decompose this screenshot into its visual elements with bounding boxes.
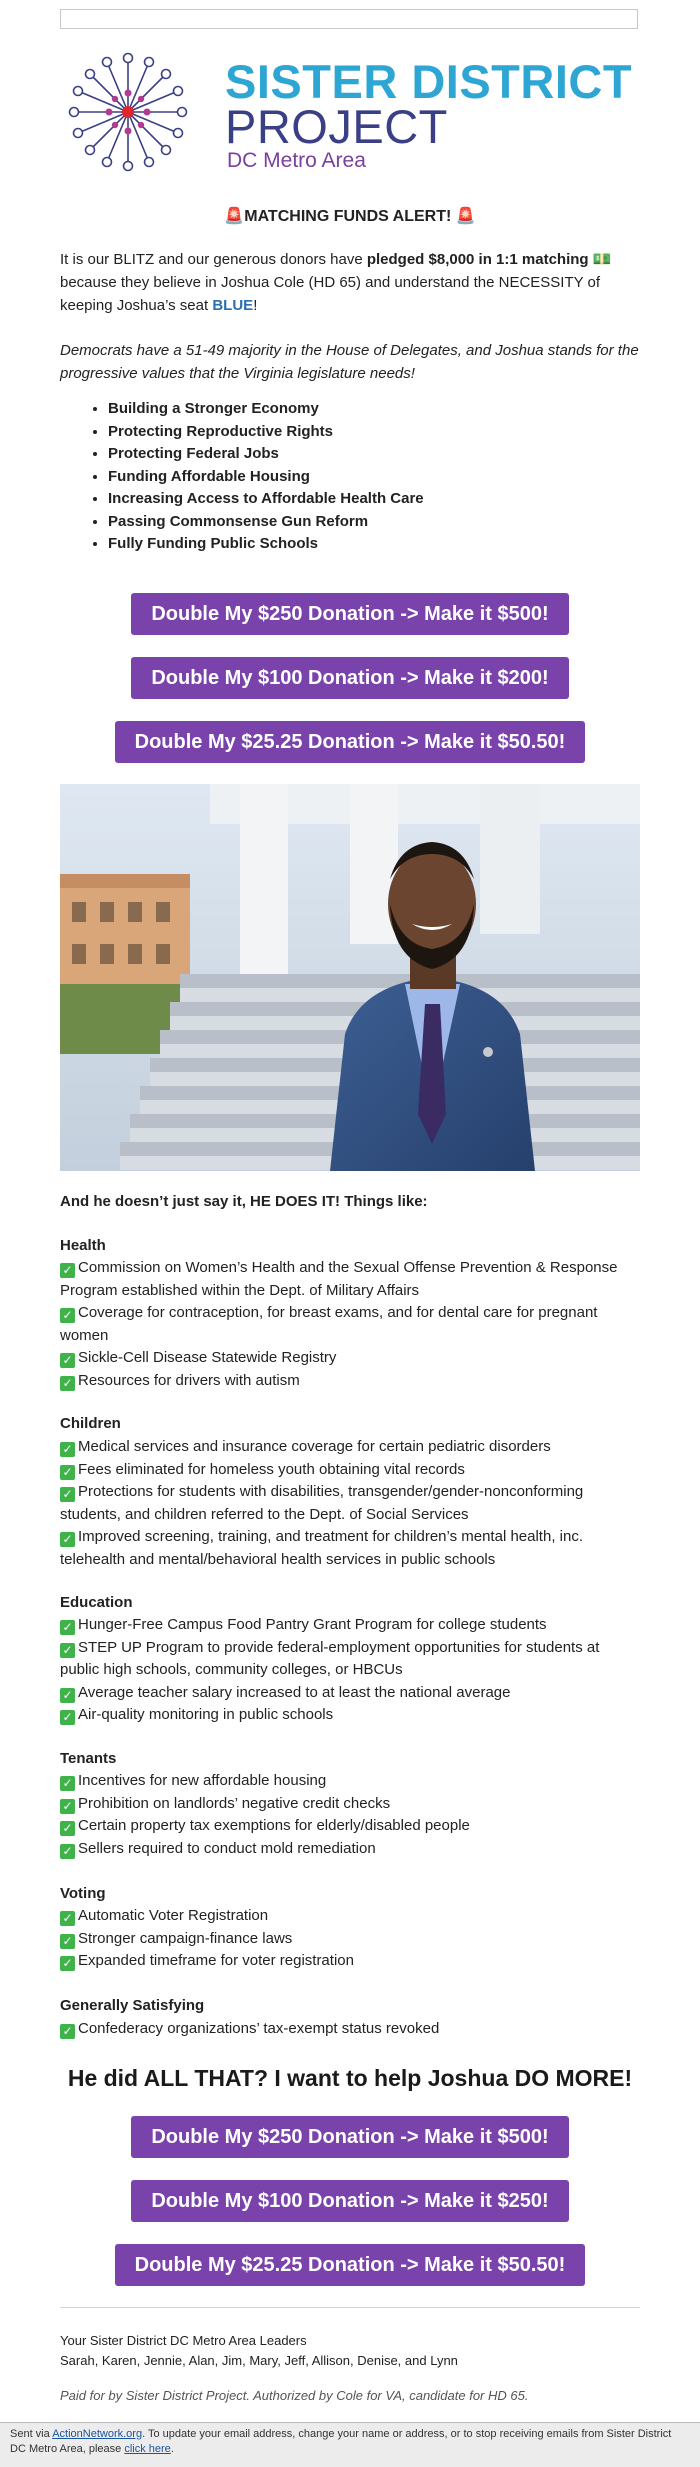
list-item [60, 1302, 640, 1347]
list-item-text: Commission on Women’s Health and the Sexual Offense Prevention & Response Program established within the Dept. of Military Affairs [60, 1259, 618, 1299]
checkmark-icon: ✓ [60, 1442, 75, 1457]
actionnetwork-link[interactable]: ActionNetwork.org [52, 2428, 143, 2440]
list-item-text: Protections for students with disabilities, transgender/gender-nonconforming students, and children referred to the Dept. of Social Services [60, 1483, 584, 1523]
issue-item: • Fully Funding Public Schools [108, 533, 668, 556]
list-item [60, 1459, 640, 1482]
list-item-text: Automatic Voter Registration [78, 1907, 269, 1924]
list-item-text: Sellers required to conduct mold remediation [78, 1839, 376, 1857]
paid-for-disclaimer: Paid for by Sister District Project. Authorized by Cole for VA, candidate for HD 65. [60, 2388, 529, 2403]
list-item-text: Medical services and insurance coverage for certain pediatric disorders [78, 1438, 551, 1455]
logo-line-2: PROJECT [225, 100, 448, 153]
children-list [60, 1436, 640, 1571]
checkmark-icon: ✓ [60, 1956, 75, 1971]
checkmark-icon: ✓ [60, 1620, 75, 1635]
list-item-text: Hunger-Free Campus Food Pantry Grant Program for college students [78, 1616, 547, 1633]
checkmark-icon: ✓ [60, 1776, 75, 1791]
donate-100-button[interactable]: Double My $100 Donation -> Make it $200! [131, 657, 568, 699]
list-item [60, 1436, 640, 1459]
checkmark-icon: ✓ [60, 1643, 75, 1658]
list-item-text: Air-quality monitoring in public schools [78, 1706, 334, 1723]
footer-prefix: Sent via [10, 2428, 53, 2440]
donate-100-button-bottom[interactable]: Double My $100 Donation -> Make it $250! [131, 2180, 568, 2222]
checkmark-icon: ✓ [60, 1353, 75, 1368]
voting-list [60, 1905, 640, 1973]
checkmark-icon: ✓ [60, 2024, 75, 2039]
children-heading: Children [60, 1415, 121, 1432]
logo-starburst-icon [60, 48, 210, 176]
list-item [60, 1637, 640, 1682]
checkmark-icon: ✓ [60, 1308, 75, 1323]
donate-250-button[interactable]: Double My $250 Donation -> Make it $500! [131, 593, 568, 635]
list-item [60, 1770, 640, 1793]
education-list [60, 1614, 640, 1727]
list-item [60, 1347, 640, 1370]
list-item-text: Fees eliminated for homeless youth obtaining vital records [78, 1460, 465, 1478]
checkmark-icon: ✓ [60, 1376, 75, 1391]
checkmark-icon: ✓ [60, 1487, 75, 1502]
sister-district-logo [60, 48, 640, 176]
list-item [60, 1928, 640, 1951]
issue-item: • Protecting Federal Jobs [108, 443, 668, 466]
issue-item: • Building a Stronger Economy [108, 398, 668, 421]
list-item [60, 1257, 640, 1302]
donate-250-button-bottom[interactable]: Double My $250 Donation -> Make it $500! [131, 2116, 568, 2158]
donate-2525-button-bottom[interactable]: Double My $25.25 Donation -> Make it $50.50! [115, 2244, 586, 2286]
checkmark-icon: ✓ [60, 1911, 75, 1926]
issue-item: • Passing Commonsense Gun Reform [108, 511, 668, 534]
checkmark-icon: ✓ [60, 1799, 75, 1814]
list-item [60, 1905, 640, 1928]
donate-2525-button[interactable]: Double My $25.25 Donation -> Make it $50.50! [115, 721, 586, 763]
list-item [60, 2018, 640, 2041]
list-item [60, 1815, 640, 1838]
list-item [60, 1682, 640, 1705]
cta-heading: He did ALL THAT? I want to help Joshua DO MORE! [67, 2065, 633, 2091]
checkmark-icon: ✓ [60, 1821, 75, 1836]
general-list [60, 2018, 640, 2041]
list-item [60, 1526, 640, 1571]
issue-item: • Increasing Access to Affordable Health Care [108, 488, 668, 511]
intro-text-c: ! [253, 297, 258, 314]
list-item-text: Expanded timeframe for voter registration [78, 1952, 354, 1969]
list-item [60, 1614, 640, 1637]
tenants-list [60, 1770, 640, 1860]
logo-line-3: DC Metro Area [227, 149, 366, 172]
list-item [60, 1704, 640, 1727]
footer-text [10, 2427, 690, 2457]
matching-funds-alert: 🚨MATCHING FUNDS ALERT! 🚨 [224, 208, 476, 225]
intro-paragraph [60, 248, 640, 317]
majority-paragraph: Democrats have a 51-49 majority in the House of Delegates, and Joshua stands for the progressive values that the Virginia legislature needs! [60, 342, 639, 382]
checkmark-icon: ✓ [60, 1532, 75, 1547]
checkmark-icon: ✓ [60, 1710, 75, 1725]
general-heading: Generally Satisfying [60, 1997, 205, 2014]
list-item-text: Sickle-Cell Disease Statewide Registry [78, 1349, 337, 1366]
footer-middle: . To update your email address, change your name or address, or to stop receiving emails from Sister District DC Metro Area, please [10, 2428, 672, 2455]
list-item [60, 1370, 640, 1393]
checkmark-icon: ✓ [60, 1934, 75, 1949]
logo-line-1: SISTER DISTRICT [225, 55, 633, 108]
checkmark-icon: ✓ [60, 1263, 75, 1278]
issue-item: • Protecting Reproductive Rights [108, 421, 668, 444]
list-item [60, 1950, 640, 1973]
list-item [60, 1481, 640, 1526]
list-item-text: Average teacher salary increased to at least the national average [78, 1683, 511, 1701]
list-item-text: Certain property tax exemptions for elderly/disabled people [78, 1817, 470, 1834]
signature-line-2: Sarah, Karen, Jennie, Alan, Jim, Mary, Jeff, Allison, Denise, and Lynn [60, 2353, 458, 2368]
signature-line-1: Your Sister District DC Metro Area Leaders [60, 2333, 307, 2348]
checkmark-icon: ✓ [60, 1844, 75, 1859]
candidate-photo [60, 784, 640, 1171]
checkmark-icon: ✓ [60, 1688, 75, 1703]
intro-text-a: It is our BLITZ and our generous donors have [60, 251, 367, 268]
unsubscribe-link[interactable]: click here [124, 2443, 171, 2455]
health-heading: Health [60, 1237, 106, 1254]
list-item-text: Coverage for contraception, for breast exams, and for dental care for pregnant women [60, 1304, 598, 1344]
does-it-heading: And he doesn’t just say it, HE DOES IT! Things like: [60, 1193, 428, 1210]
tenants-heading: Tenants [60, 1750, 117, 1767]
list-item-text: STEP UP Program to provide federal-employment opportunities for students at public high schools, community colleges, or HBCUs [60, 1638, 600, 1678]
list-item-text: Prohibition on landlords’ negative credit checks [78, 1794, 391, 1812]
list-item-text: Improved screening, training, and treatment for children’s mental health, inc. telehealth and mental/behavioral health services in public schools [60, 1528, 583, 1568]
intro-pledge: pledged $8,000 in 1:1 matching [366, 251, 589, 268]
candidate-photo-illustration [60, 784, 640, 1171]
education-heading: Education [60, 1594, 133, 1611]
checkmark-icon: ✓ [60, 1465, 75, 1480]
list-item [60, 1838, 640, 1861]
intro-text-b: 💵 because they believe in Joshua Cole (HD 65) and understand the NECESSITY of keeping Joshua’s seat [60, 251, 612, 314]
issues-list [60, 398, 668, 556]
issue-item: • Funding Affordable Housing [108, 466, 668, 489]
header-image-placeholder [60, 9, 638, 29]
list-item-text: Stronger campaign-finance laws [78, 1929, 293, 1947]
divider [60, 2307, 640, 2308]
list-item-text: Incentives for new affordable housing [78, 1772, 327, 1789]
list-item-text: Confederacy organizations’ tax-exempt status revoked [78, 2020, 440, 2037]
footer-suffix: . [170, 2443, 174, 2455]
list-item [60, 1793, 640, 1816]
intro-blue: BLUE [212, 297, 254, 314]
health-list [60, 1257, 640, 1392]
list-item-text: Resources for drivers with autism [78, 1371, 300, 1389]
voting-heading: Voting [60, 1885, 106, 1902]
